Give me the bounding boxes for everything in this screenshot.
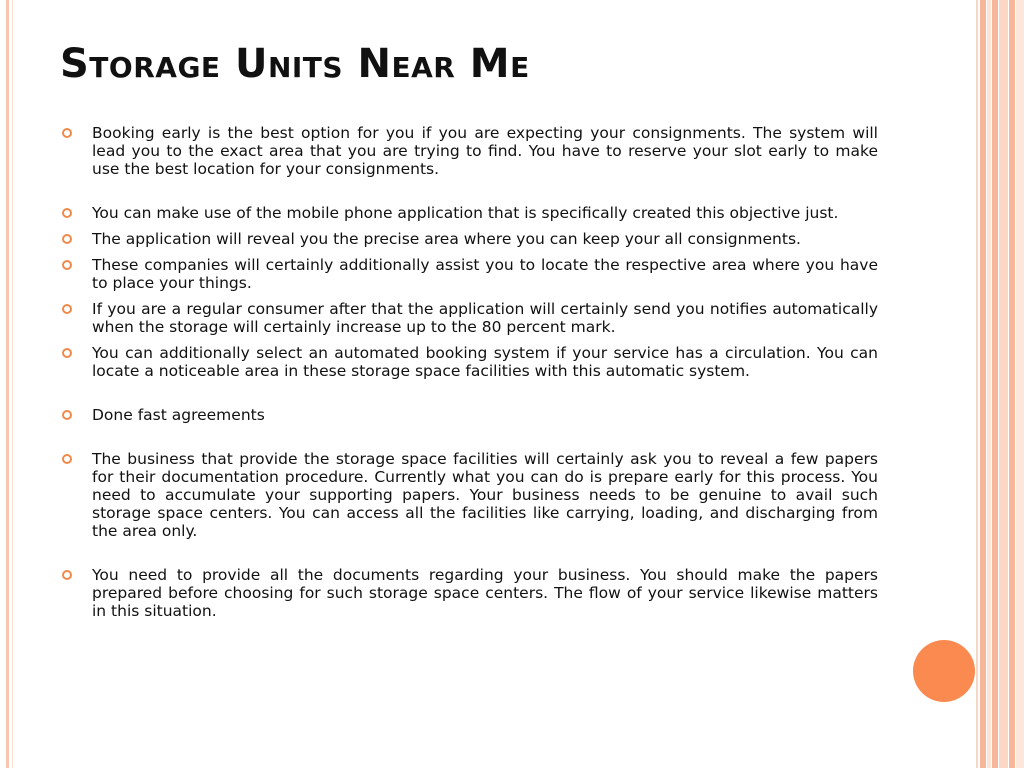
right-stripe: [976, 0, 978, 768]
bullet-text: You can additionally select an automated booking system if your service has a circulation. You can locate a noticeable area in these storage space facilities with this automatic system.: [92, 344, 878, 380]
right-stripe: [999, 0, 1008, 768]
left-border-line: [6, 0, 9, 768]
bullet-item: [60, 230, 878, 248]
bullet-item: [60, 300, 878, 336]
slide-title: Storage Units Near Me: [60, 41, 530, 87]
bullet-text: If you are a regular consumer after that the application will certainly send you notifies automatically when the storage will certainly increase up to the 80 percent mark.: [92, 300, 878, 336]
bullet-item: [60, 406, 878, 424]
bullet-text: These companies will certainly additionally assist you to locate the respective area where you have to place your things.: [92, 256, 878, 292]
bullet-text: You need to provide all the documents regarding your business. You should make the papers prepared before choosing for such storage space centers. The flow of your service likewise matters in this situation.: [92, 566, 878, 620]
bullet-circle-icon: [62, 570, 72, 580]
right-stripe: [987, 0, 991, 768]
bullet-item: [60, 204, 878, 222]
bullet-circle-icon: [62, 304, 72, 314]
right-stripe: [980, 0, 986, 768]
bullet-circle-icon: [62, 348, 72, 358]
bullet-circle-icon: [62, 260, 72, 270]
bullet-circle-icon: [62, 128, 72, 138]
right-stripe: [1009, 0, 1015, 768]
right-stripe: [992, 0, 998, 768]
right-stripe: [1016, 0, 1024, 768]
bullet-circle-icon: [62, 454, 72, 464]
bullet-item: [60, 450, 878, 540]
left-border-inner-line: [12, 0, 13, 768]
bullet-item: [60, 124, 878, 178]
bullet-item: [60, 256, 878, 292]
bullet-circle-icon: [62, 208, 72, 218]
bullet-item: [60, 566, 878, 620]
bullet-text: Done fast agreements: [92, 406, 265, 424]
bullet-text: The application will reveal you the precise area where you can keep your all consignments.: [92, 230, 801, 248]
bullet-circle-icon: [62, 410, 72, 420]
bullet-text: Booking early is the best option for you if you are expecting your consignments. The system will lead you to the exact area that you are trying to find. You have to reserve your slot early to make use the best location for your consignments.: [92, 124, 878, 178]
decorative-circle: [913, 640, 975, 702]
bullet-text: The business that provide the storage space facilities will certainly ask you to reveal a few papers for their documentation procedure. Currently what you can do is prepare early for this process. You need to accumulate your supporting papers. Your business needs to be genuine to avail such storage space centers. You can access all the facilities like carrying, loading, and discharging from the area only.: [92, 450, 878, 540]
bullet-item: [60, 344, 878, 380]
bullet-circle-icon: [62, 234, 72, 244]
bullet-list: [60, 124, 878, 620]
bullet-text: You can make use of the mobile phone application that is specifically created this objective just.: [92, 204, 839, 222]
